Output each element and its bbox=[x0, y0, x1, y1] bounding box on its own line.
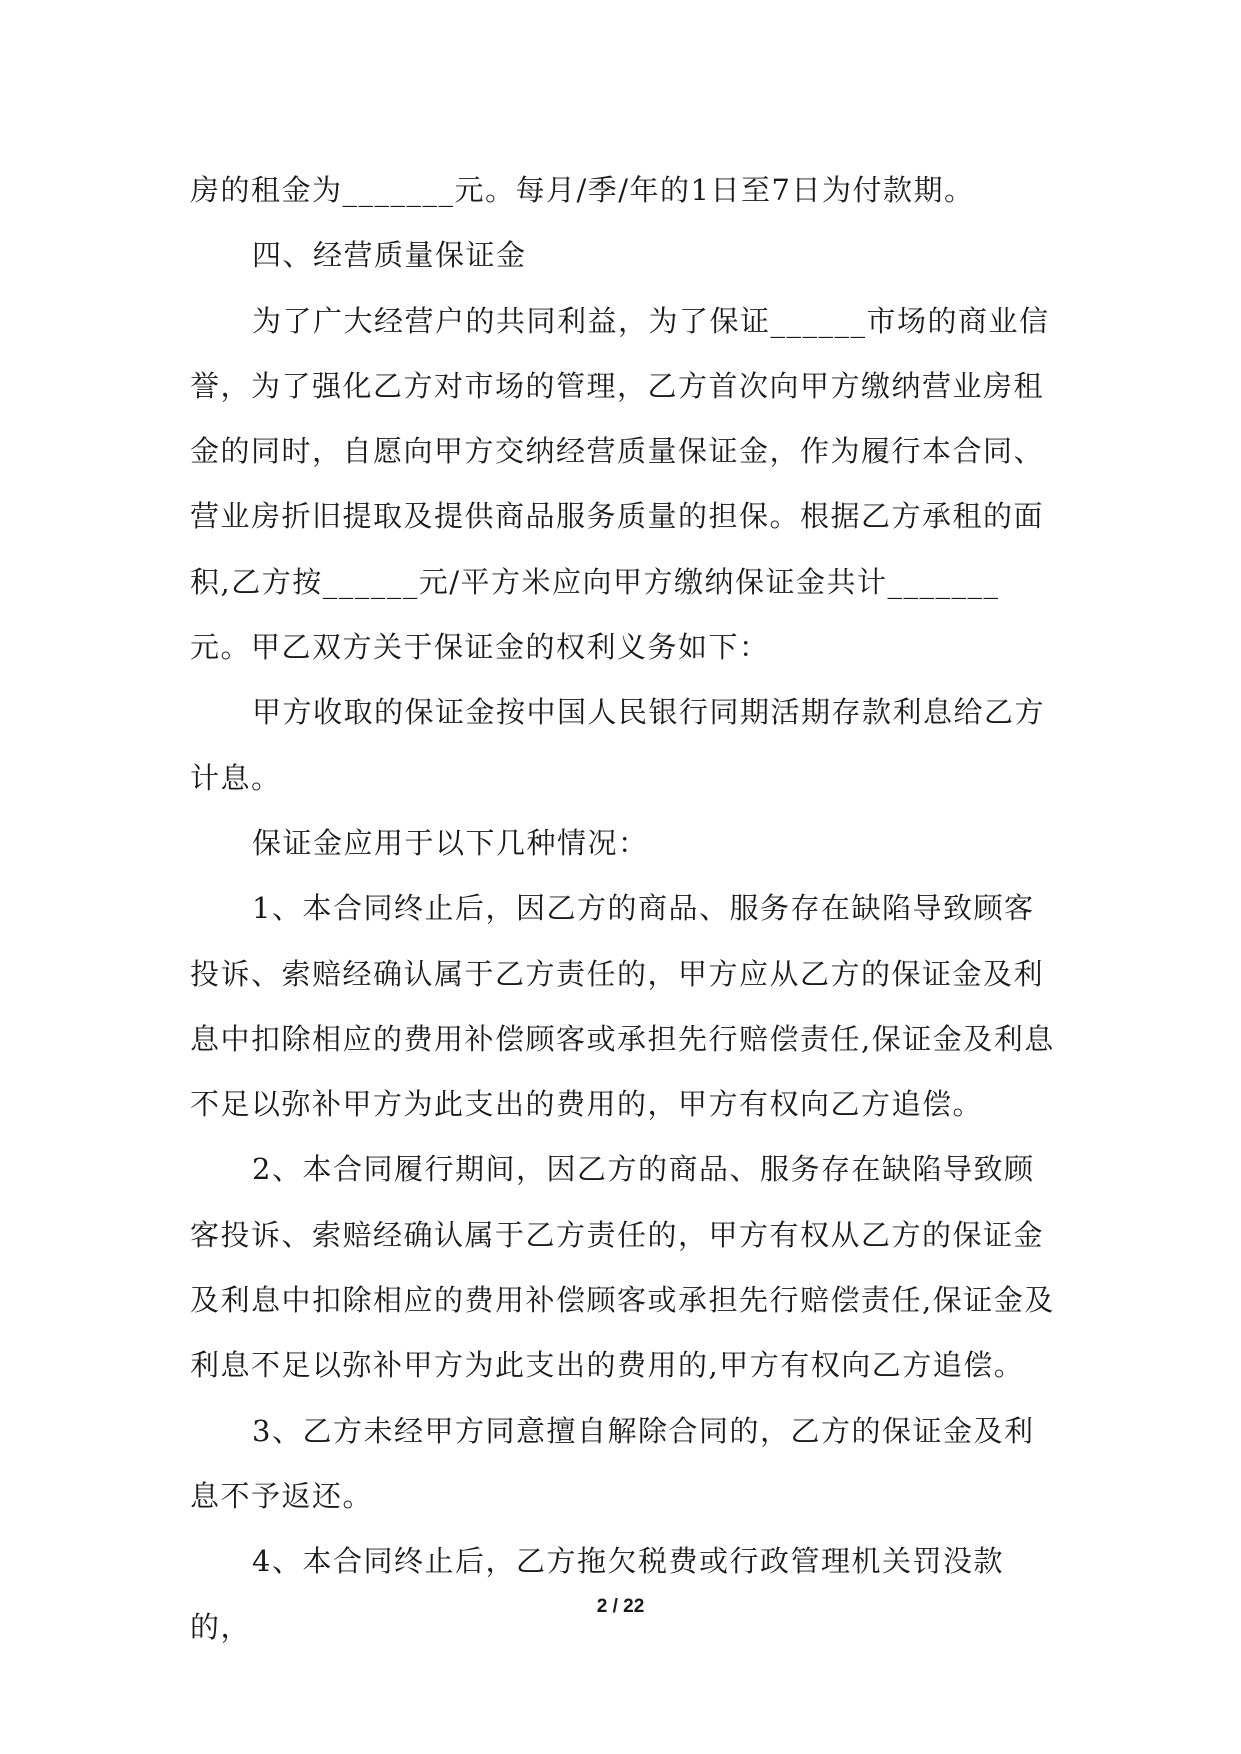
document-body bbox=[190, 158, 1060, 1660]
page-number: 2 / 22 bbox=[596, 1596, 645, 1617]
list-item-4: 4、本合同终止后，乙方拖欠税费或行政管理机关罚没款的， bbox=[190, 1544, 1004, 1644]
list-item-1: 1、本合同终止后，因乙方的商品、服务存在缺陷导致顾客投诉、索赔经确认属于乙方责任的，甲方应从乙方的保证金及利息中扣除相应的费用补偿顾客或承担先行赔偿责任,保证金及利息不足以弥补甲方为此支出的费用的，甲方有权向乙方追偿。 bbox=[190, 891, 1055, 1122]
paragraph-deposit-purpose: 为了广大经营户的共同利益，为了保证______市场的商业信誉，为了强化乙方对市场的管理，乙方首次向甲方缴纳营业房租金的同时，自愿向甲方交纳经营质量保证金，作为履行本合同、营业房折旧提取及提供商品服务质量的担保。根据乙方承租的面积,乙方按______元/平方米应向甲方缴纳保证金共计_______元。甲乙双方关于保证金的权利义务如下： bbox=[190, 303, 1050, 665]
paragraph-rent-amount: 房的租金为_______元。每月/季/年的1日至7日为付款期。 bbox=[190, 173, 975, 207]
list-item-2: 2、本合同履行期间，因乙方的商品、服务存在缺陷导致顾客投诉、索赔经确认属于乙方责任的，甲方有权从乙方的保证金及利息中扣除相应的费用补偿顾客或承担先行赔偿责任,保证金及利息不足以弥补甲方为此支出的费用的,甲方有权向乙方追偿。 bbox=[190, 1152, 1055, 1383]
paragraph-deposit-interest: 甲方收取的保证金按中国人民银行同期活期存款利息给乙方计息。 bbox=[190, 695, 1046, 795]
paragraph-deposit-usage-intro: 保证金应用于以下几种情况： bbox=[252, 825, 649, 860]
section-heading-deposit: 四、经营质量保证金 bbox=[252, 238, 527, 273]
list-item-3: 3、乙方未经甲方同意擅自解除合同的，乙方的保证金及利息不予返还。 bbox=[190, 1413, 1035, 1513]
